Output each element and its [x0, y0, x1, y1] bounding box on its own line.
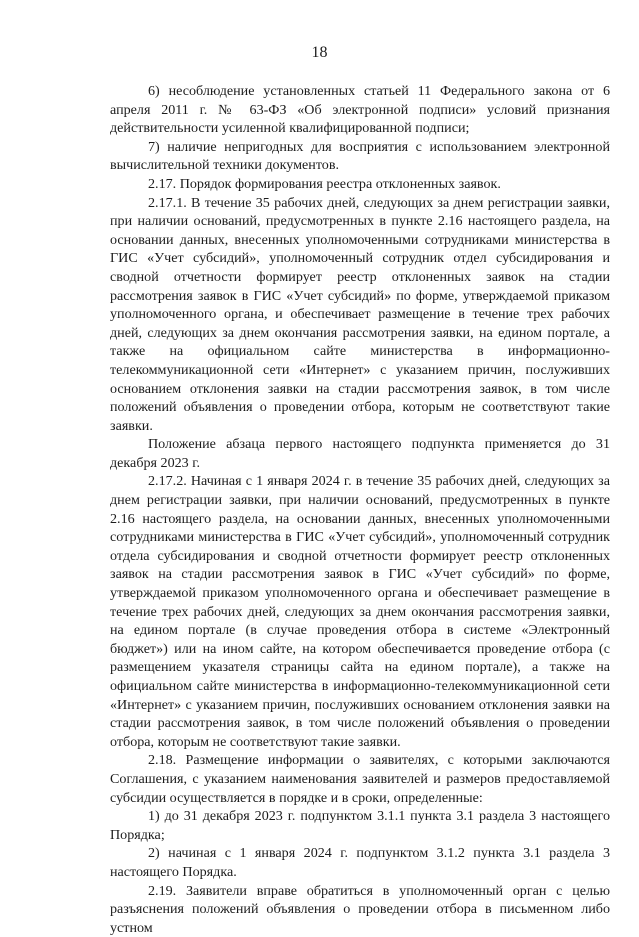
paragraph-item-6: 6) несоблюдение установленных статьей 11 Федерального закона от 6 апреля 2011 г. № 63-ФЗ «Об электронной подписи» условий признания действительности усиленной квалифицированной подписи;: [110, 83, 610, 137]
paragraph-2-18-item-2: 2) начиная с 1 января 2024 г. подпунктом 3.1.2 пункта 3.1 раздела 3 настоящего Порядка.: [110, 845, 610, 880]
paragraph-applicability: Положение абзаца первого настоящего подпункта применяется до 31 декабря 2023 г.: [110, 436, 610, 471]
paragraph-item-7: 7) наличие непригодных для восприятия с использованием электронной вычислительной техники документов.: [110, 138, 610, 174]
paragraph-2-18: 2.18. Размещение информации о заявителях, с которыми заключаются Соглашения, с указанием наименования заявителей и размеров предоставляемой субсидии осуществляется в порядке и в сроки, определенные:: [110, 752, 610, 806]
paragraph-2-17: 2.17. Порядок формирования реестра отклоненных заявок.: [148, 175, 501, 192]
paragraph-2-17-1: 2.17.1. В течение 35 рабочих дней, следующих за днем регистрации заявки, при наличии оснований, предусмотренных в пункте 2.16 настоящего раздела, на основании данных, внесенных уполномоченными сотрудниками министерства в ГИС «Учет субсидий», уполномоченный сотрудник отдел субсидирования и сводной отчетности формирует реестр отклоненных заявок на стадии рассмотрения заявок в ГИС «Учет субсидий» по форме, утверждаемой приказом уполномоченного органа, и обеспечивает размещение в течение трех рабочих дней, следующих за днем окончания рассмотрения заявки, на едином портале, а также на официальном сайте министерства в информационно-телекоммуникационной сети «Интернет» с указанием причин, послуживших основанием отклонения заявки на стадии рассмотрения заявок, в том числе положений объявления о проведении отбора, которым не соответствуют такие заявки.: [110, 194, 610, 434]
paragraph-2-17-2: 2.17.2. Начиная с 1 января 2024 г. в течение 35 рабочих дней, следующих за днем регистрации заявки, при наличии оснований, предусмотренных в пункте 2.16 настоящего раздела, на основании данных, внесенных уполномоченными сотрудниками министерства в ГИС «Учет субсидий», уполномоченный сотрудник отдела субсидирования и сводной отчетности формирует реестр отклоненных заявок на стадии рассмотрения заявок в ГИС «Учет субсидий» по форме, утверждаемой приказом уполномоченного органа и обеспечивает размещение в течение трех рабочих дней, следующих за днем окончания рассмотрения заявки, на едином портале (в случае проведения отбора в системе «Электронный бюджет») или на ином сайте, на котором обеспечивается проведение отбора (с размещением указателя страницы сайта на едином портале), а также на официальном сайте министерства в информационно-телекоммуникационной сети «Интернет» с указанием причин, послуживших основанием отклонения заявки на стадии рассмотрения заявок, в том числе положений объявления о проведении отбора, которым не соответствуют такие заявки.: [110, 473, 610, 750]
paragraph-2-19: 2.19. Заявители вправе обратиться в уполномоченный орган с целью разъяснения положений объявления о проведении отбора в письменном либо устном: [110, 882, 610, 936]
page-number: 18: [311, 44, 328, 61]
paragraph-2-18-item-1: 1) до 31 декабря 2023 г. подпунктом 3.1.1 пункта 3.1 раздела 3 настоящего Порядка;: [110, 808, 610, 843]
document-body: [110, 82, 610, 937]
